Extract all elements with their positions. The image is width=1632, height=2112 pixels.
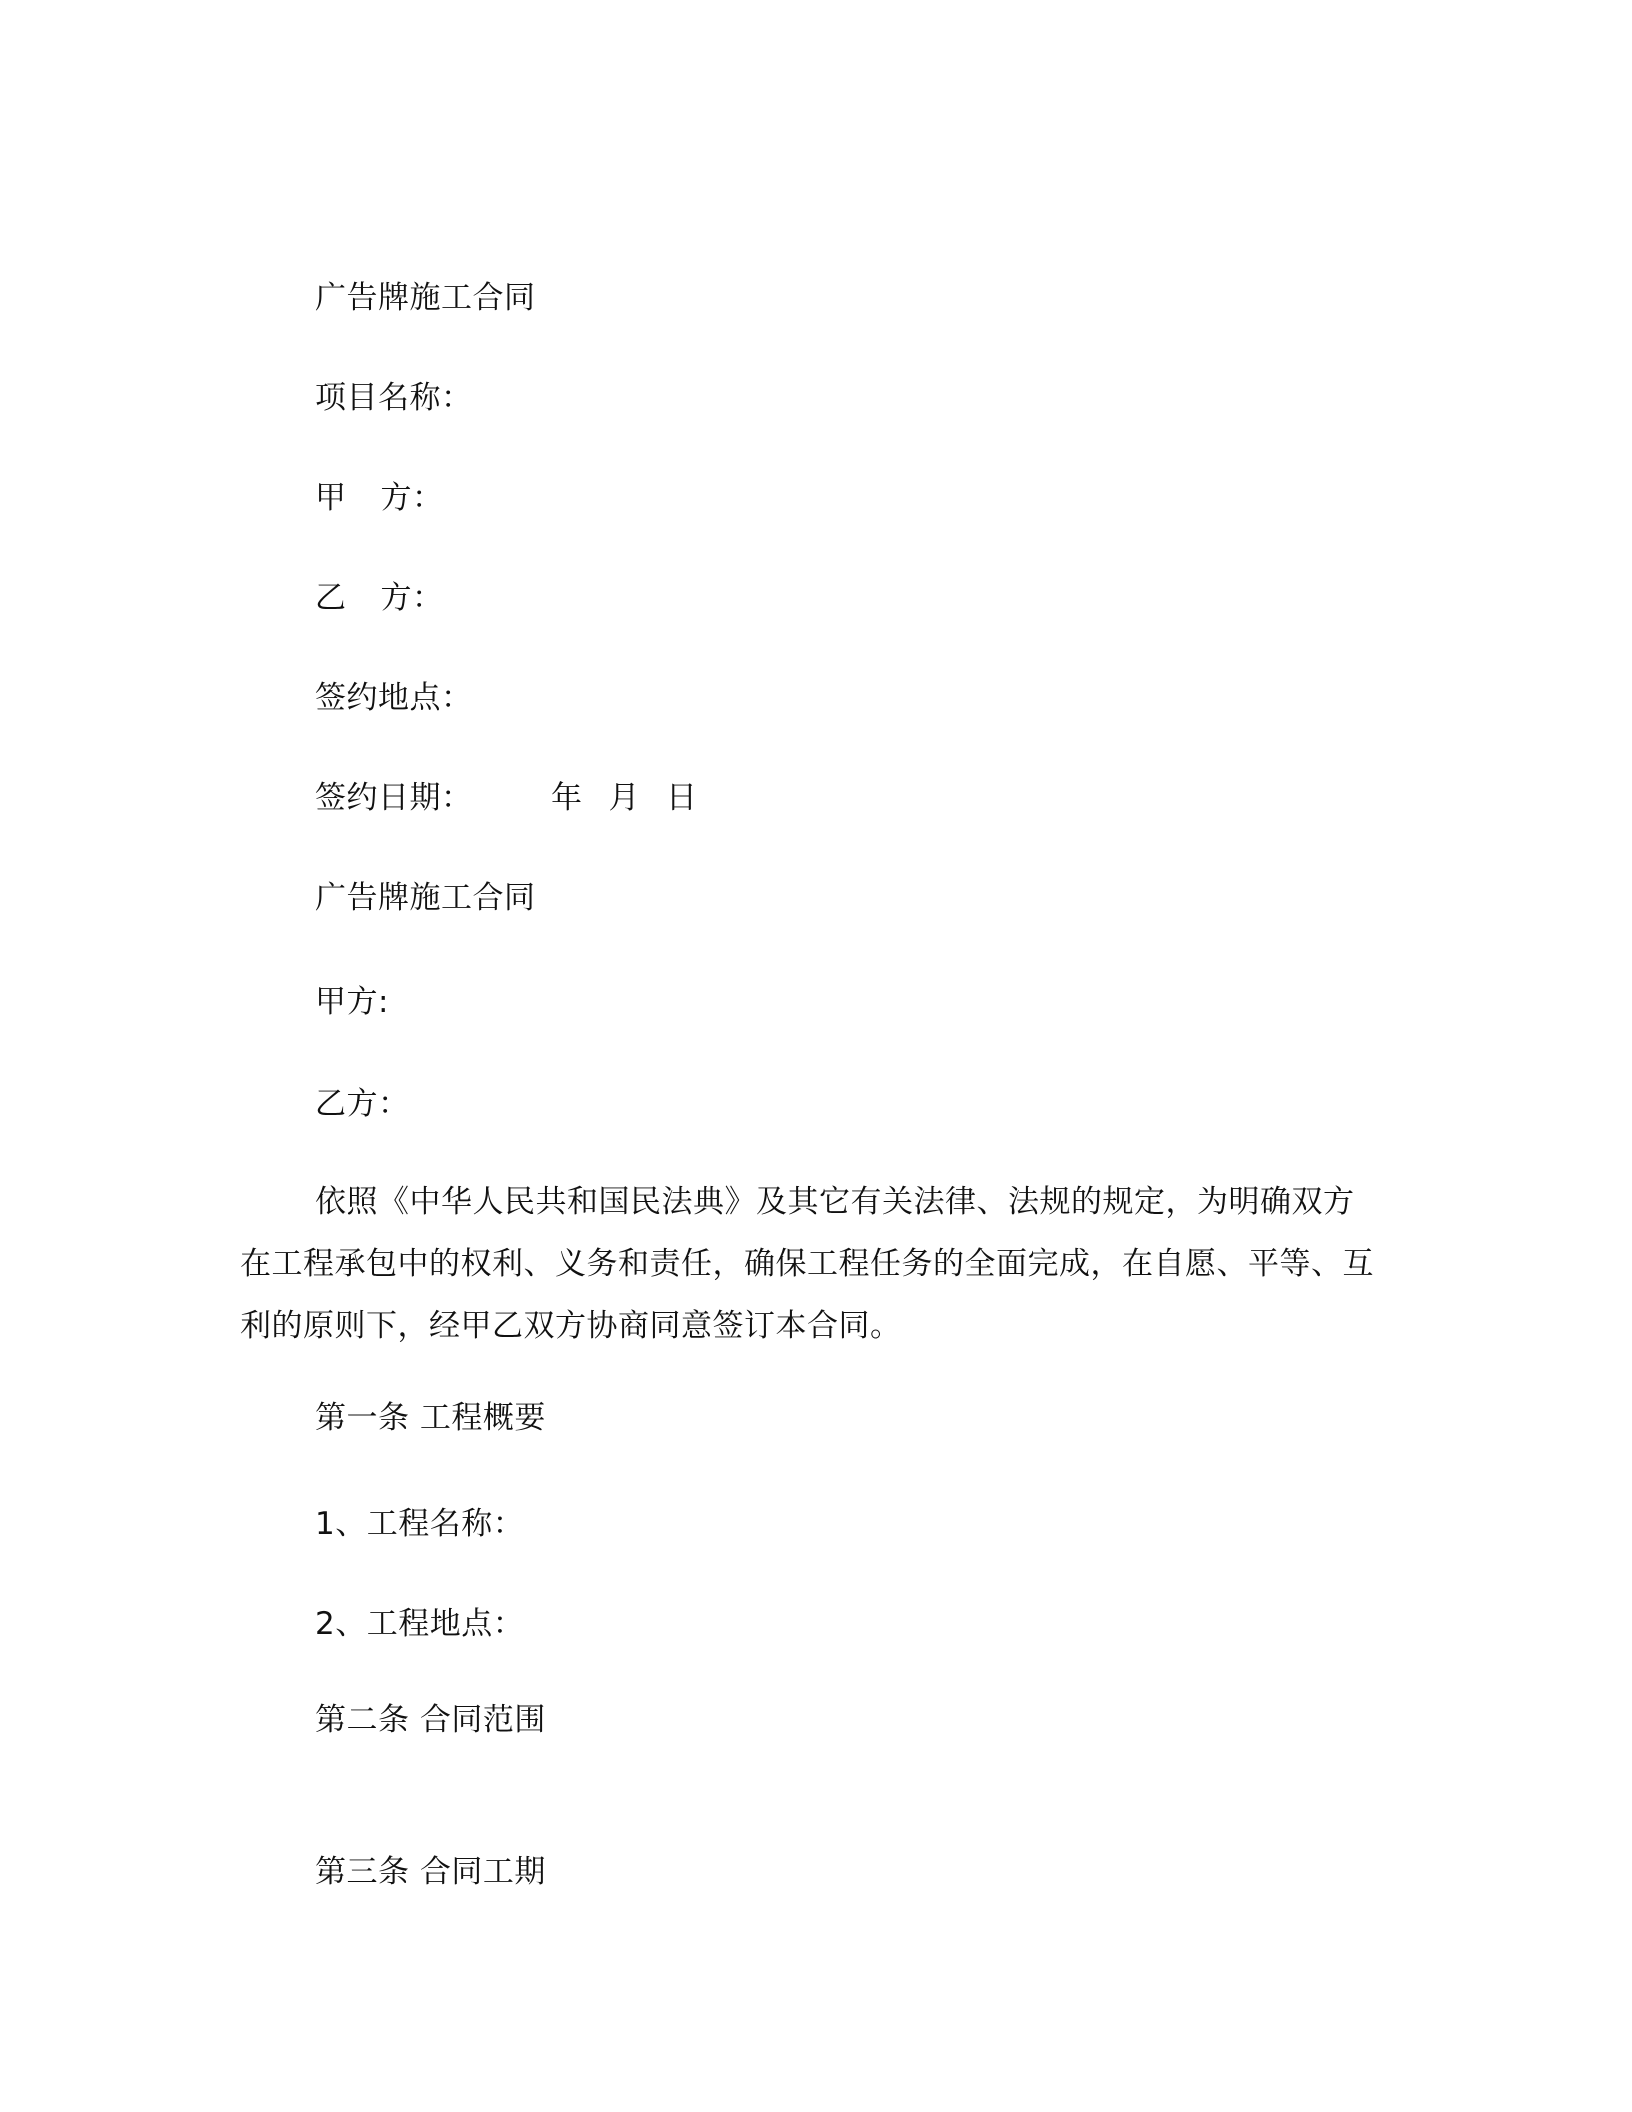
article3-heading: 第三条 合同工期 bbox=[315, 1854, 546, 1890]
cover-party-b-char2: 方： bbox=[380, 580, 444, 616]
sign-place-label: 签约地点： bbox=[315, 680, 473, 716]
party-b-label: 乙方： bbox=[315, 1086, 410, 1122]
article1-item-project-location: 2、工程地点： bbox=[315, 1606, 525, 1642]
project-name-label: 项目名称： bbox=[315, 380, 473, 416]
date-year-unit: 年 bbox=[551, 780, 583, 816]
date-day-unit: 日 bbox=[666, 780, 698, 816]
preamble-paragraph: 依照《中华人民共和国民法典》及其它有关法律、法规的规定，为明确双方在工程承包中的权利、义务和责任，确保工程任务的全面完成，在自愿、平等、互利的原则下，经甲乙双方协商同意签订本合同。 bbox=[240, 1184, 1374, 1344]
cover-title: 广告牌施工合同 bbox=[315, 280, 536, 316]
cover-party-b-label bbox=[315, 578, 444, 618]
date-month-unit: 月 bbox=[608, 780, 640, 816]
party-a-label: 甲方: bbox=[315, 984, 389, 1020]
cover-party-a-char1: 甲 bbox=[315, 480, 347, 516]
sign-date-label: 签约日期： bbox=[315, 780, 473, 816]
cover-party-a-label bbox=[315, 478, 444, 518]
article1-heading: 第一条 工程概要 bbox=[315, 1400, 546, 1436]
cover-party-b-char1: 乙 bbox=[315, 580, 347, 616]
cover-party-a-char2: 方： bbox=[380, 480, 444, 516]
article2-heading: 第二条 合同范围 bbox=[315, 1702, 546, 1738]
article1-item-project-name: 1、工程名称： bbox=[315, 1506, 525, 1542]
contract-title: 广告牌施工合同 bbox=[315, 880, 536, 916]
sign-date-row bbox=[315, 778, 724, 818]
